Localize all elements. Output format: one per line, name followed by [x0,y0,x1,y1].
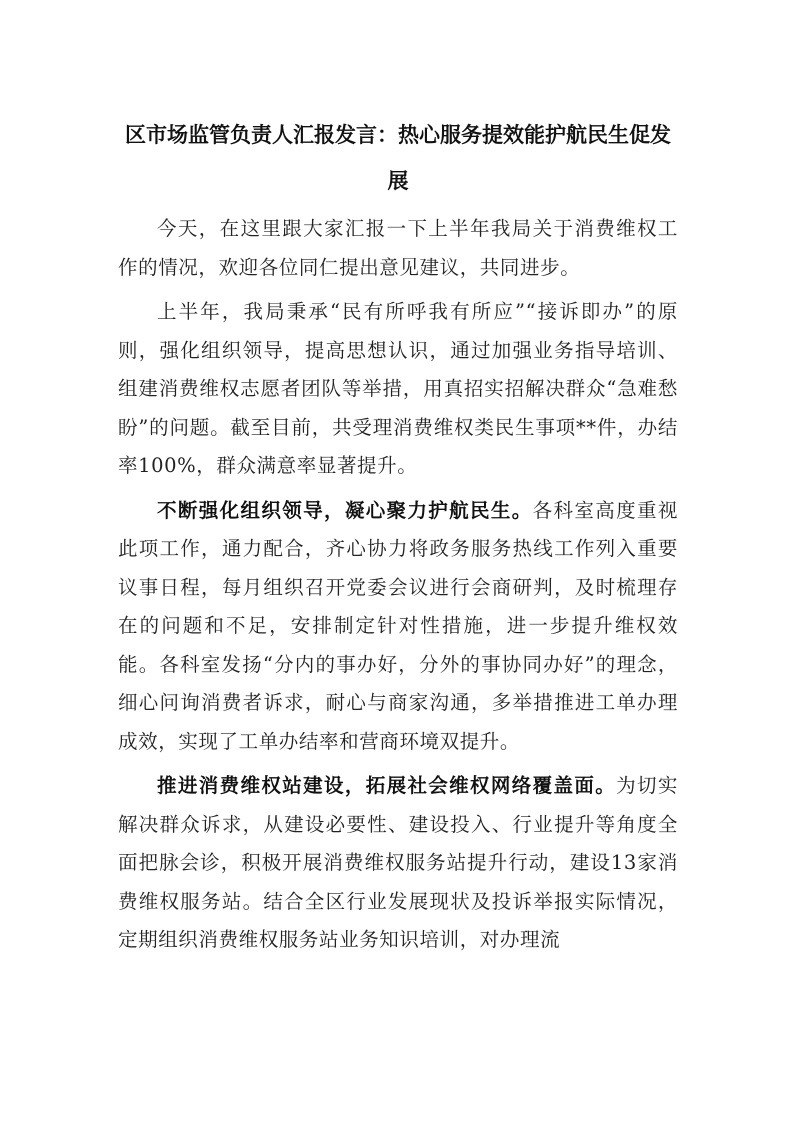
document-page [118,112,678,966]
paragraph-text: 各科室高度重视此项工作，通力配合，齐心协力将政务服务热线工作列入重要议事日程，每月组织召开党委会议进行会商研判，及时梳理存在的问题和不足，安排制定针对性措施，进一步提升维权效能。各科室发扬“分内的事办好，分外的事协同办好”的理念，细心问询消费者诉求，耐心与商家沟通，多举措推进工单办理成效，实现了工单办结率和营商环境双提升。 [118,498,678,753]
paragraph-text: 为切实解决群众诉求，从建设必要性、建设投入、行业提升等角度全面把脉会诊，积极开展消费维权服务站提升行动，建设13家消费维权服务站。结合全区行业发展现状及投诉举报实际情况，定期组织消费维权服务站业务知识培训，对办理流 [118,774,678,951]
paragraph-stations [118,767,678,960]
paragraph-summary [118,293,678,486]
paragraph-text: 上半年，我局秉承“民有所呼我有所应”“接诉即办”的原则，强化组织领导，提高思想认识，通过加强业务指导培训、组建消费维权志愿者团队等举措，用真招实招解决群众“急难愁盼”的问题。截至目前，共受理消费维权类民生事项**件，办结率100%，群众满意率显著提升。 [118,300,678,477]
paragraph-lead: 推进消费维权站建设，拓展社会维权网络覆盖面。 [157,774,617,797]
paragraph-text: 今天，在这里跟大家汇报一下上半年我局关于消费维权工作的情况，欢迎各位同仁提出意见建议，共同进步。 [118,217,678,279]
document-title: 区市场监管负责人汇报发言：热心服务提效能护航民生促发展 [125,123,671,193]
paragraph-lead: 不断强化组织领导，凝心聚力护航民生。 [157,498,533,522]
paragraph-organization [118,492,678,762]
paragraph-intro [118,210,678,287]
